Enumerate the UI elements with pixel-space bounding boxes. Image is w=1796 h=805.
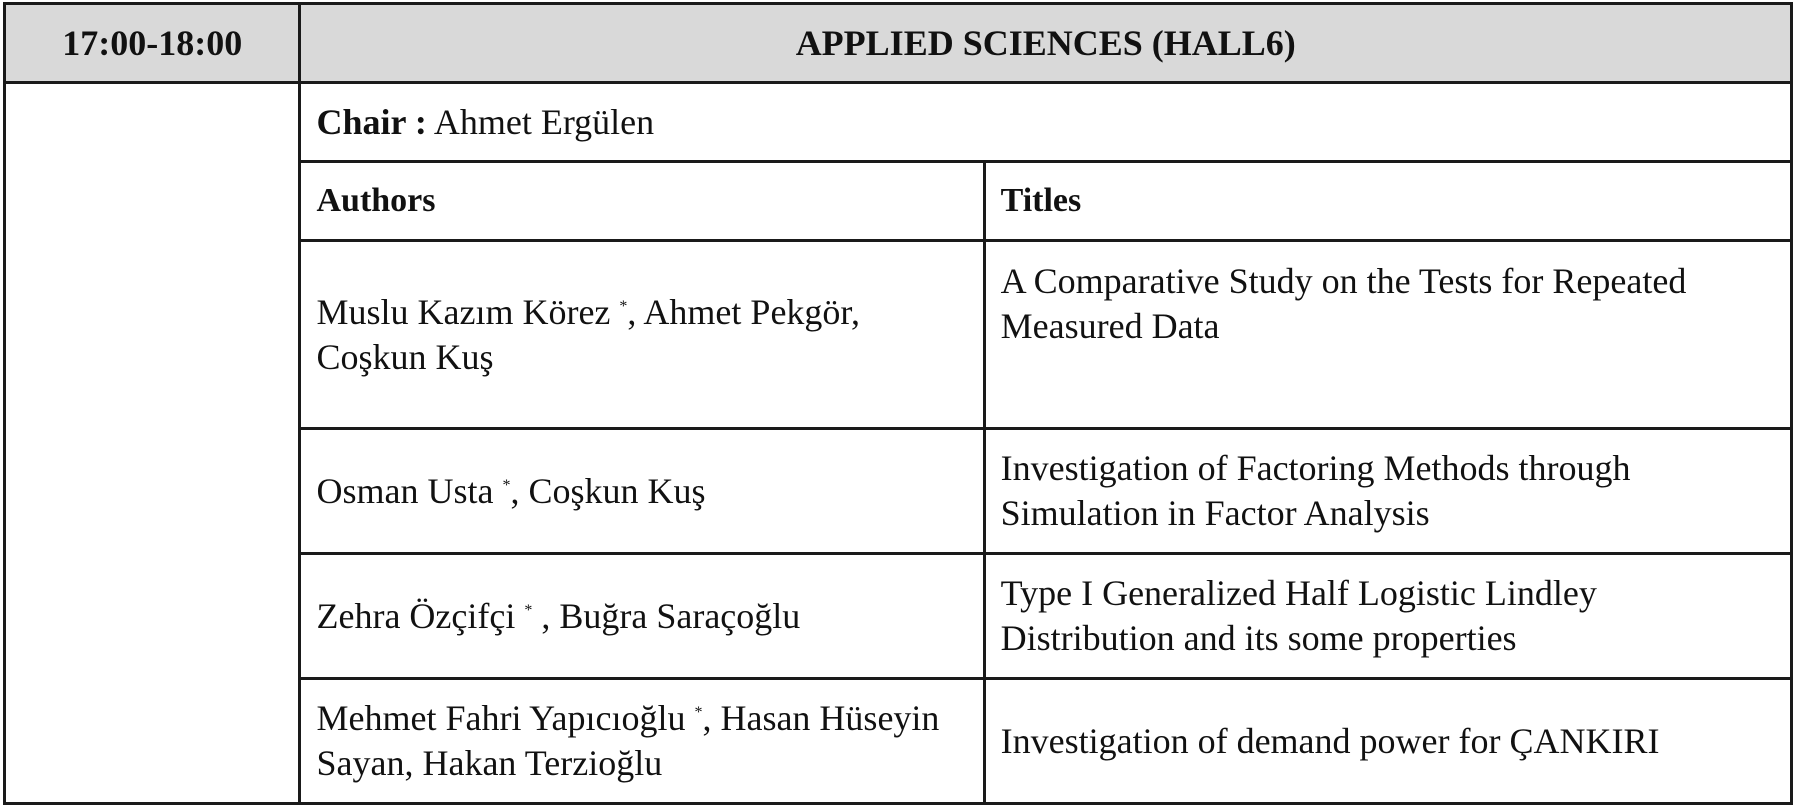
coauthors: , Ahmet Pekgör, Coşkun Kuş xyxy=(316,291,860,377)
chair-row xyxy=(5,83,1792,162)
chair-name: Ahmet Ergülen xyxy=(433,102,655,142)
paper-title: Investigation of Factoring Methods through Simulation in Factor Analysis xyxy=(984,429,1791,554)
presenter-name: Osman Usta xyxy=(316,470,494,511)
presenter-marker: * xyxy=(524,601,533,619)
presenter-marker: * xyxy=(694,704,703,721)
authors-header: Authors xyxy=(300,162,984,241)
session-table xyxy=(3,2,1793,805)
session-title: APPLIED SCIENCES (HALL6) xyxy=(300,4,1792,83)
presenter-name: Mehmet Fahri Yapıcıoğlu xyxy=(316,698,686,738)
authors-cell xyxy=(300,679,984,804)
coauthors: , Hasan Hüseyin Sayan, Hakan Terzioğlu xyxy=(316,698,940,783)
presenter-name: Zehra Özçifçi xyxy=(316,595,516,636)
session-header-row xyxy=(5,4,1792,83)
coauthors: , Buğra Saraçoğlu xyxy=(532,595,801,636)
coauthors: , Coşkun Kuş xyxy=(510,470,706,511)
authors-cell xyxy=(300,554,984,679)
chair-label: Chair : xyxy=(316,102,427,142)
titles-header: Titles xyxy=(984,162,1791,241)
time-column-empty-cell xyxy=(5,83,300,804)
paper-title: Type I Generalized Half Logistic Lindley Distribution and its some properties xyxy=(984,554,1791,679)
authors-cell xyxy=(300,429,984,554)
chair-cell xyxy=(300,83,1792,162)
presenter-marker: * xyxy=(619,297,628,315)
session-time: 17:00-18:00 xyxy=(5,4,300,83)
presenter-marker: * xyxy=(502,476,511,494)
paper-title: Investigation of demand power for ÇANKIRI xyxy=(984,679,1791,804)
authors-cell xyxy=(300,241,984,429)
paper-title: A Comparative Study on the Tests for Repeated Measured Data xyxy=(984,241,1791,429)
presenter-name: Muslu Kazım Körez xyxy=(316,291,611,332)
